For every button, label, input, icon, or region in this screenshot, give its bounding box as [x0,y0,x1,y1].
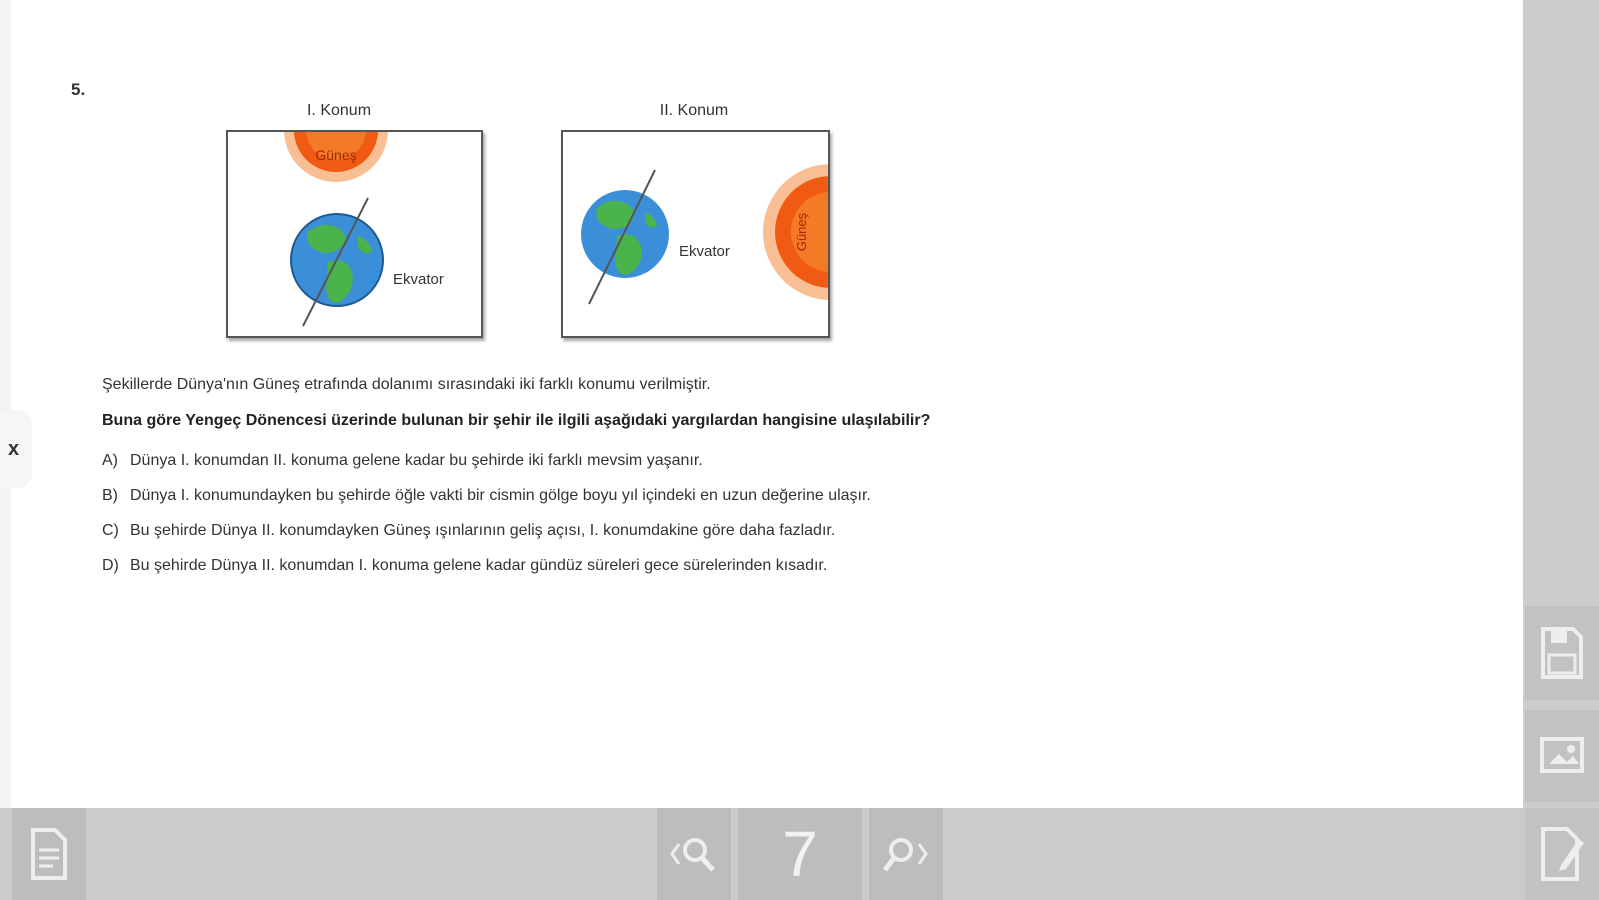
question-number: 5. [71,80,86,99]
save-icon [1539,625,1585,681]
save-button[interactable] [1525,606,1599,700]
option-text: Dünya I. konumdan II. konuma gelene kadar bu şehirde iki farklı mevsim yaşanır. [130,452,703,469]
option-letter: C) [102,522,119,539]
earth-icon [291,198,383,326]
equator-label: Ekvator [393,271,444,288]
edit-button[interactable] [1525,808,1599,900]
page-number: 7 [782,818,818,890]
page-number-display[interactable] [738,808,862,900]
sun-label: Güneş [315,147,357,163]
option-text: Bu şehirde Dünya II. konumdayken Güneş ışınlarının geliş açısı, I. konumdakine göre daha fazladır. [130,522,836,539]
close-icon[interactable]: x [8,438,20,460]
earth-icon [581,170,669,304]
zoom-previous-button[interactable] [657,808,731,900]
option-d[interactable] [102,557,827,575]
figure-1-label: I. Konum [306,102,372,119]
edit-document-icon [1539,825,1585,883]
figure-1 [226,130,483,338]
equator-label: Ekvator [679,243,730,260]
left-edge [0,0,11,808]
option-letter: A) [102,452,118,469]
zoom-next-button[interactable] [869,808,943,900]
document-button[interactable] [12,808,86,900]
zoom-next-icon [881,832,931,876]
question-prompt: Buna göre Yengeç Dönencesi üzerinde bulunan bir şehir ile ilgili aşağıdaki yargılardan hangisine ulaşılabilir? [102,412,931,429]
side-panel-toggle[interactable] [0,410,32,488]
option-a[interactable] [102,452,703,470]
image-button[interactable] [1525,710,1599,802]
image-icon [1539,736,1585,776]
option-text: Dünya I. konumundayken bu şehirde öğle vakti bir cismin gölge boyu yıl içindeki en uzun değerine ulaşır. [130,487,871,504]
figure-2 [561,130,830,338]
document-icon [29,826,69,882]
option-text: Bu şehirde Dünya II. konumdan I. konuma gelene kadar gündüz süreleri gece sürelerinden kısadır. [130,557,828,574]
option-c[interactable] [102,522,835,540]
option-letter: D) [102,557,119,574]
figure-2-illustration [563,132,828,336]
figure-1-illustration [228,132,481,336]
figure-2-label: II. Konum [659,102,729,119]
zoom-previous-icon [669,832,719,876]
sun-label: Güneş [794,212,809,252]
option-b[interactable] [102,487,871,505]
option-letter: B) [102,487,118,504]
question-stem: Şekillerde Dünya'nın Güneş etrafında dolanımı sırasındaki iki farklı konumu verilmiştir. [102,376,711,393]
